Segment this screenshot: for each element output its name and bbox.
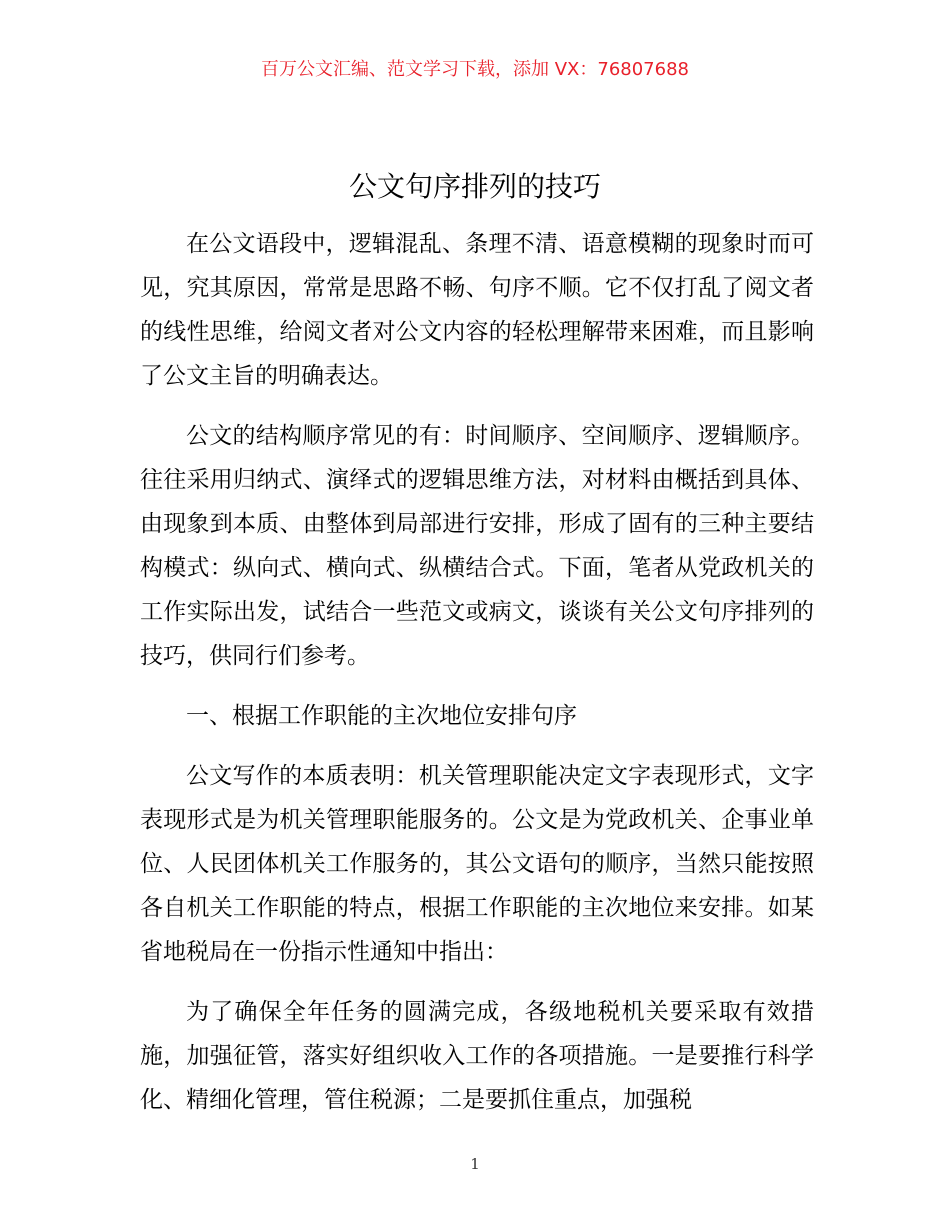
paragraph-structure-order: 公文的结构顺序常见的有：时间顺序、空间顺序、逻辑顺序。往往采用归纳式、演绎式的逻辑思维方法，对材料由概括到具体、由现象到本质、由整体到局部进行安排，形成了固有的三种主要结构模式：纵向式、横向式、纵横结合式。下面，笔者从党政机关的工作实际出发，试结合一些范文或病文，谈谈有关公文句序排列的技巧，供同行们参考。 bbox=[140, 423, 814, 669]
document-body bbox=[140, 222, 814, 1138]
paragraph-intro: 在公文语段中，逻辑混乱、条理不清、语意模糊的现象时而可见，究其原因，常常是思路不畅、句序不顺。它不仅打乱了阅文者的线性思维，给阅文者对公文内容的轻松理解带来困难，而且影响了公文主旨的明确表达。 bbox=[140, 231, 814, 389]
page-number: 1 bbox=[470, 1155, 480, 1173]
paragraph-writing-essence: 公文写作的本质表明：机关管理职能决定文字表现形式，文字表现形式是为机关管理职能服务的。公文是为党政机关、企事业单位、人民团体机关工作服务的，其公文语句的顺序，当然只能按照各自机关工作职能的特点，根据工作职能的主次地位来安排。如某省地税局在一份指示性通知中指出： bbox=[140, 763, 814, 965]
document-title: 公文句序排列的技巧 bbox=[348, 170, 601, 203]
section-heading-1: 一、根据工作职能的主次地位安排句序 bbox=[186, 703, 577, 729]
header-promo-note: 百万公文汇编、范文学习下载，添加 VX：76807688 bbox=[261, 59, 689, 80]
paragraph-example-quote: 为了确保全年任务的圆满完成，各级地税机关要采取有效措施，加强征管，落实好组织收入工作的各项措施。一是要推行科学化、精细化管理，管住税源；二是要抓住重点，加强税 bbox=[140, 999, 814, 1113]
